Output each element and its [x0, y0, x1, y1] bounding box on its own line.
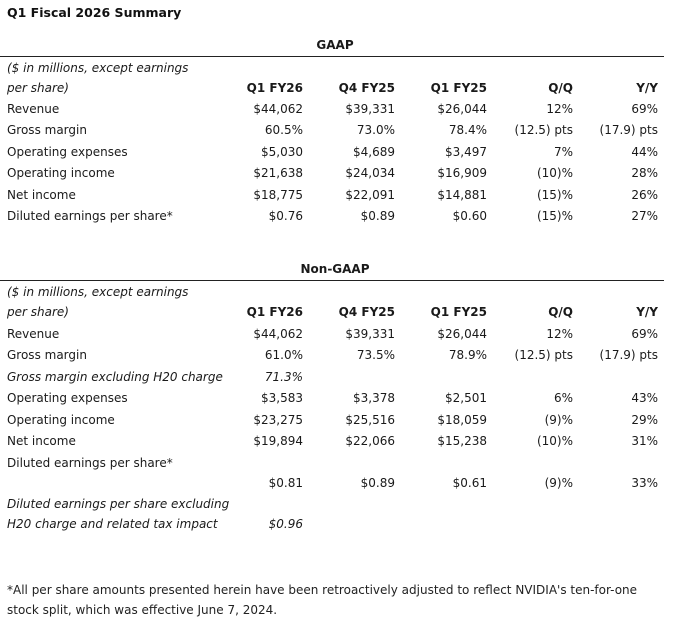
cell: 12%: [546, 102, 573, 116]
row-label: Diluted earnings per share*: [7, 209, 173, 223]
gaap-row-gross-margin: [0, 123, 676, 143]
cell: $0.81: [268, 476, 303, 490]
nongaap-col-qq: Q/Q: [548, 305, 573, 319]
nongaap-row-gross-margin: [0, 348, 676, 368]
row-label: Diluted earnings per share excluding: [7, 497, 230, 511]
nongaap-row-operating-expenses: [0, 391, 676, 411]
gaap-col-yy: Y/Y: [636, 81, 658, 95]
row-label: Operating expenses: [7, 145, 128, 159]
cell: $44,062: [253, 327, 303, 341]
cell: $4,689: [353, 145, 395, 159]
row-label: Operating expenses: [7, 391, 128, 405]
gaap-unit-line2: per share): [7, 81, 69, 95]
nongaap-row-diluted-eps-label: [0, 456, 676, 476]
gaap-col-q1fy26: Q1 FY26: [246, 81, 303, 95]
row-label: H20 charge and related tax impact: [7, 517, 218, 531]
gaap-header: GAAP: [316, 38, 354, 52]
gaap-row-revenue: [0, 102, 676, 122]
cell: $18,775: [253, 188, 303, 202]
cell: (9)%: [544, 476, 573, 490]
nongaap-col-q1fy25: Q1 FY25: [430, 305, 487, 319]
cell: $39,331: [345, 102, 395, 116]
cell: $44,062: [253, 102, 303, 116]
gaap-row-operating-expenses: [0, 145, 676, 165]
nongaap-row-net-income: [0, 434, 676, 454]
row-label: Operating income: [7, 166, 115, 180]
row-label: Revenue: [7, 102, 60, 116]
cell: $24,034: [345, 166, 395, 180]
cell: (15)%: [536, 188, 573, 202]
cell: (12.5) pts: [514, 348, 573, 362]
row-label: Gross margin: [7, 348, 87, 362]
row-label: Net income: [7, 434, 76, 448]
cell: $26,044: [437, 102, 487, 116]
cell: $2,501: [445, 391, 487, 405]
gaap-unit-line1: ($ in millions, except earnings: [7, 61, 189, 75]
cell: $19,894: [253, 434, 303, 448]
nongaap-row-gross-margin-ex-h20: [0, 370, 676, 390]
cell: $0.96: [268, 517, 303, 531]
cell: $25,516: [345, 413, 395, 427]
gaap-row-diluted-eps: [0, 209, 676, 229]
page-title: Q1 Fiscal 2026 Summary: [7, 5, 182, 20]
row-label: Operating income: [7, 413, 115, 427]
nongaap-col-q1fy26: Q1 FY26: [246, 305, 303, 319]
cell: 78.9%: [448, 348, 487, 362]
nongaap-row-diluted-eps-ex-h20-line1: [0, 497, 676, 517]
nongaap-row-operating-income: [0, 413, 676, 433]
cell: (17.9) pts: [599, 123, 658, 137]
cell: (17.9) pts: [599, 348, 658, 362]
gaap-unit-row: [0, 61, 676, 81]
cell: $0.60: [452, 209, 487, 223]
cell: 26%: [631, 188, 658, 202]
gaap-divider: [0, 56, 664, 57]
cell: $3,378: [353, 391, 395, 405]
cell: 60.5%: [264, 123, 303, 137]
cell: $5,030: [261, 145, 303, 159]
cell: 12%: [546, 327, 573, 341]
row-label: Net income: [7, 188, 76, 202]
nongaap-row-diluted-eps-ex-h20-line2: [0, 517, 676, 537]
cell: $14,881: [437, 188, 487, 202]
nongaap-header: Non-GAAP: [300, 262, 370, 276]
cell: 6%: [553, 391, 573, 405]
footnote: *All per share amounts presented herein have been retroactively adjusted to reflect NVIDIA's ten-for-one stock split, which was effective June 7, 2024.: [7, 583, 638, 617]
cell: $23,275: [253, 413, 303, 427]
nongaap-col-q4fy25: Q4 FY25: [338, 305, 395, 319]
row-label: Gross margin: [7, 123, 87, 137]
gaap-row-net-income: [0, 188, 676, 208]
cell: $16,909: [437, 166, 487, 180]
nongaap-row-revenue: [0, 327, 676, 347]
cell: 33%: [631, 476, 658, 490]
nongaap-row-diluted-eps-values: [0, 476, 676, 496]
nongaap-unit-line2: per share): [7, 305, 69, 319]
cell: (12.5) pts: [514, 123, 573, 137]
cell: 73.0%: [356, 123, 395, 137]
cell: 69%: [631, 327, 658, 341]
cell: $26,044: [437, 327, 487, 341]
cell: (9)%: [544, 413, 573, 427]
nongaap-column-header-row: [0, 305, 676, 325]
cell: $0.61: [452, 476, 487, 490]
cell: 7%: [553, 145, 573, 159]
cell: $0.89: [360, 476, 395, 490]
cell: (10)%: [536, 166, 573, 180]
cell: 29%: [631, 413, 658, 427]
cell: 43%: [631, 391, 658, 405]
cell: $3,497: [445, 145, 487, 159]
cell: $18,059: [437, 413, 487, 427]
gaap-row-operating-income: [0, 166, 676, 186]
nongaap-unit-line1: ($ in millions, except earnings: [7, 285, 189, 299]
cell: 61.0%: [264, 348, 303, 362]
cell: $3,583: [261, 391, 303, 405]
cell: $0.76: [268, 209, 303, 223]
row-label: Revenue: [7, 327, 60, 341]
nongaap-col-yy: Y/Y: [636, 305, 658, 319]
cell: 27%: [631, 209, 658, 223]
cell: (15)%: [536, 209, 573, 223]
cell: $15,238: [437, 434, 487, 448]
gaap-col-q4fy25: Q4 FY25: [338, 81, 395, 95]
gaap-column-header-row: [0, 81, 676, 101]
cell: 78.4%: [448, 123, 487, 137]
row-label: Diluted earnings per share*: [7, 456, 173, 470]
gaap-col-qq: Q/Q: [548, 81, 573, 95]
nongaap-divider: [0, 280, 664, 281]
cell: 28%: [631, 166, 658, 180]
cell: 73.5%: [356, 348, 395, 362]
row-label: Gross margin excluding H20 charge: [7, 370, 223, 384]
cell: (10)%: [536, 434, 573, 448]
cell: 71.3%: [264, 370, 303, 384]
cell: 69%: [631, 102, 658, 116]
cell: 31%: [631, 434, 658, 448]
cell: $22,066: [345, 434, 395, 448]
cell: $21,638: [253, 166, 303, 180]
cell: 44%: [631, 145, 658, 159]
cell: $22,091: [345, 188, 395, 202]
cell: $0.89: [360, 209, 395, 223]
gaap-col-q1fy25: Q1 FY25: [430, 81, 487, 95]
nongaap-unit-row: [0, 285, 676, 305]
cell: $39,331: [345, 327, 395, 341]
